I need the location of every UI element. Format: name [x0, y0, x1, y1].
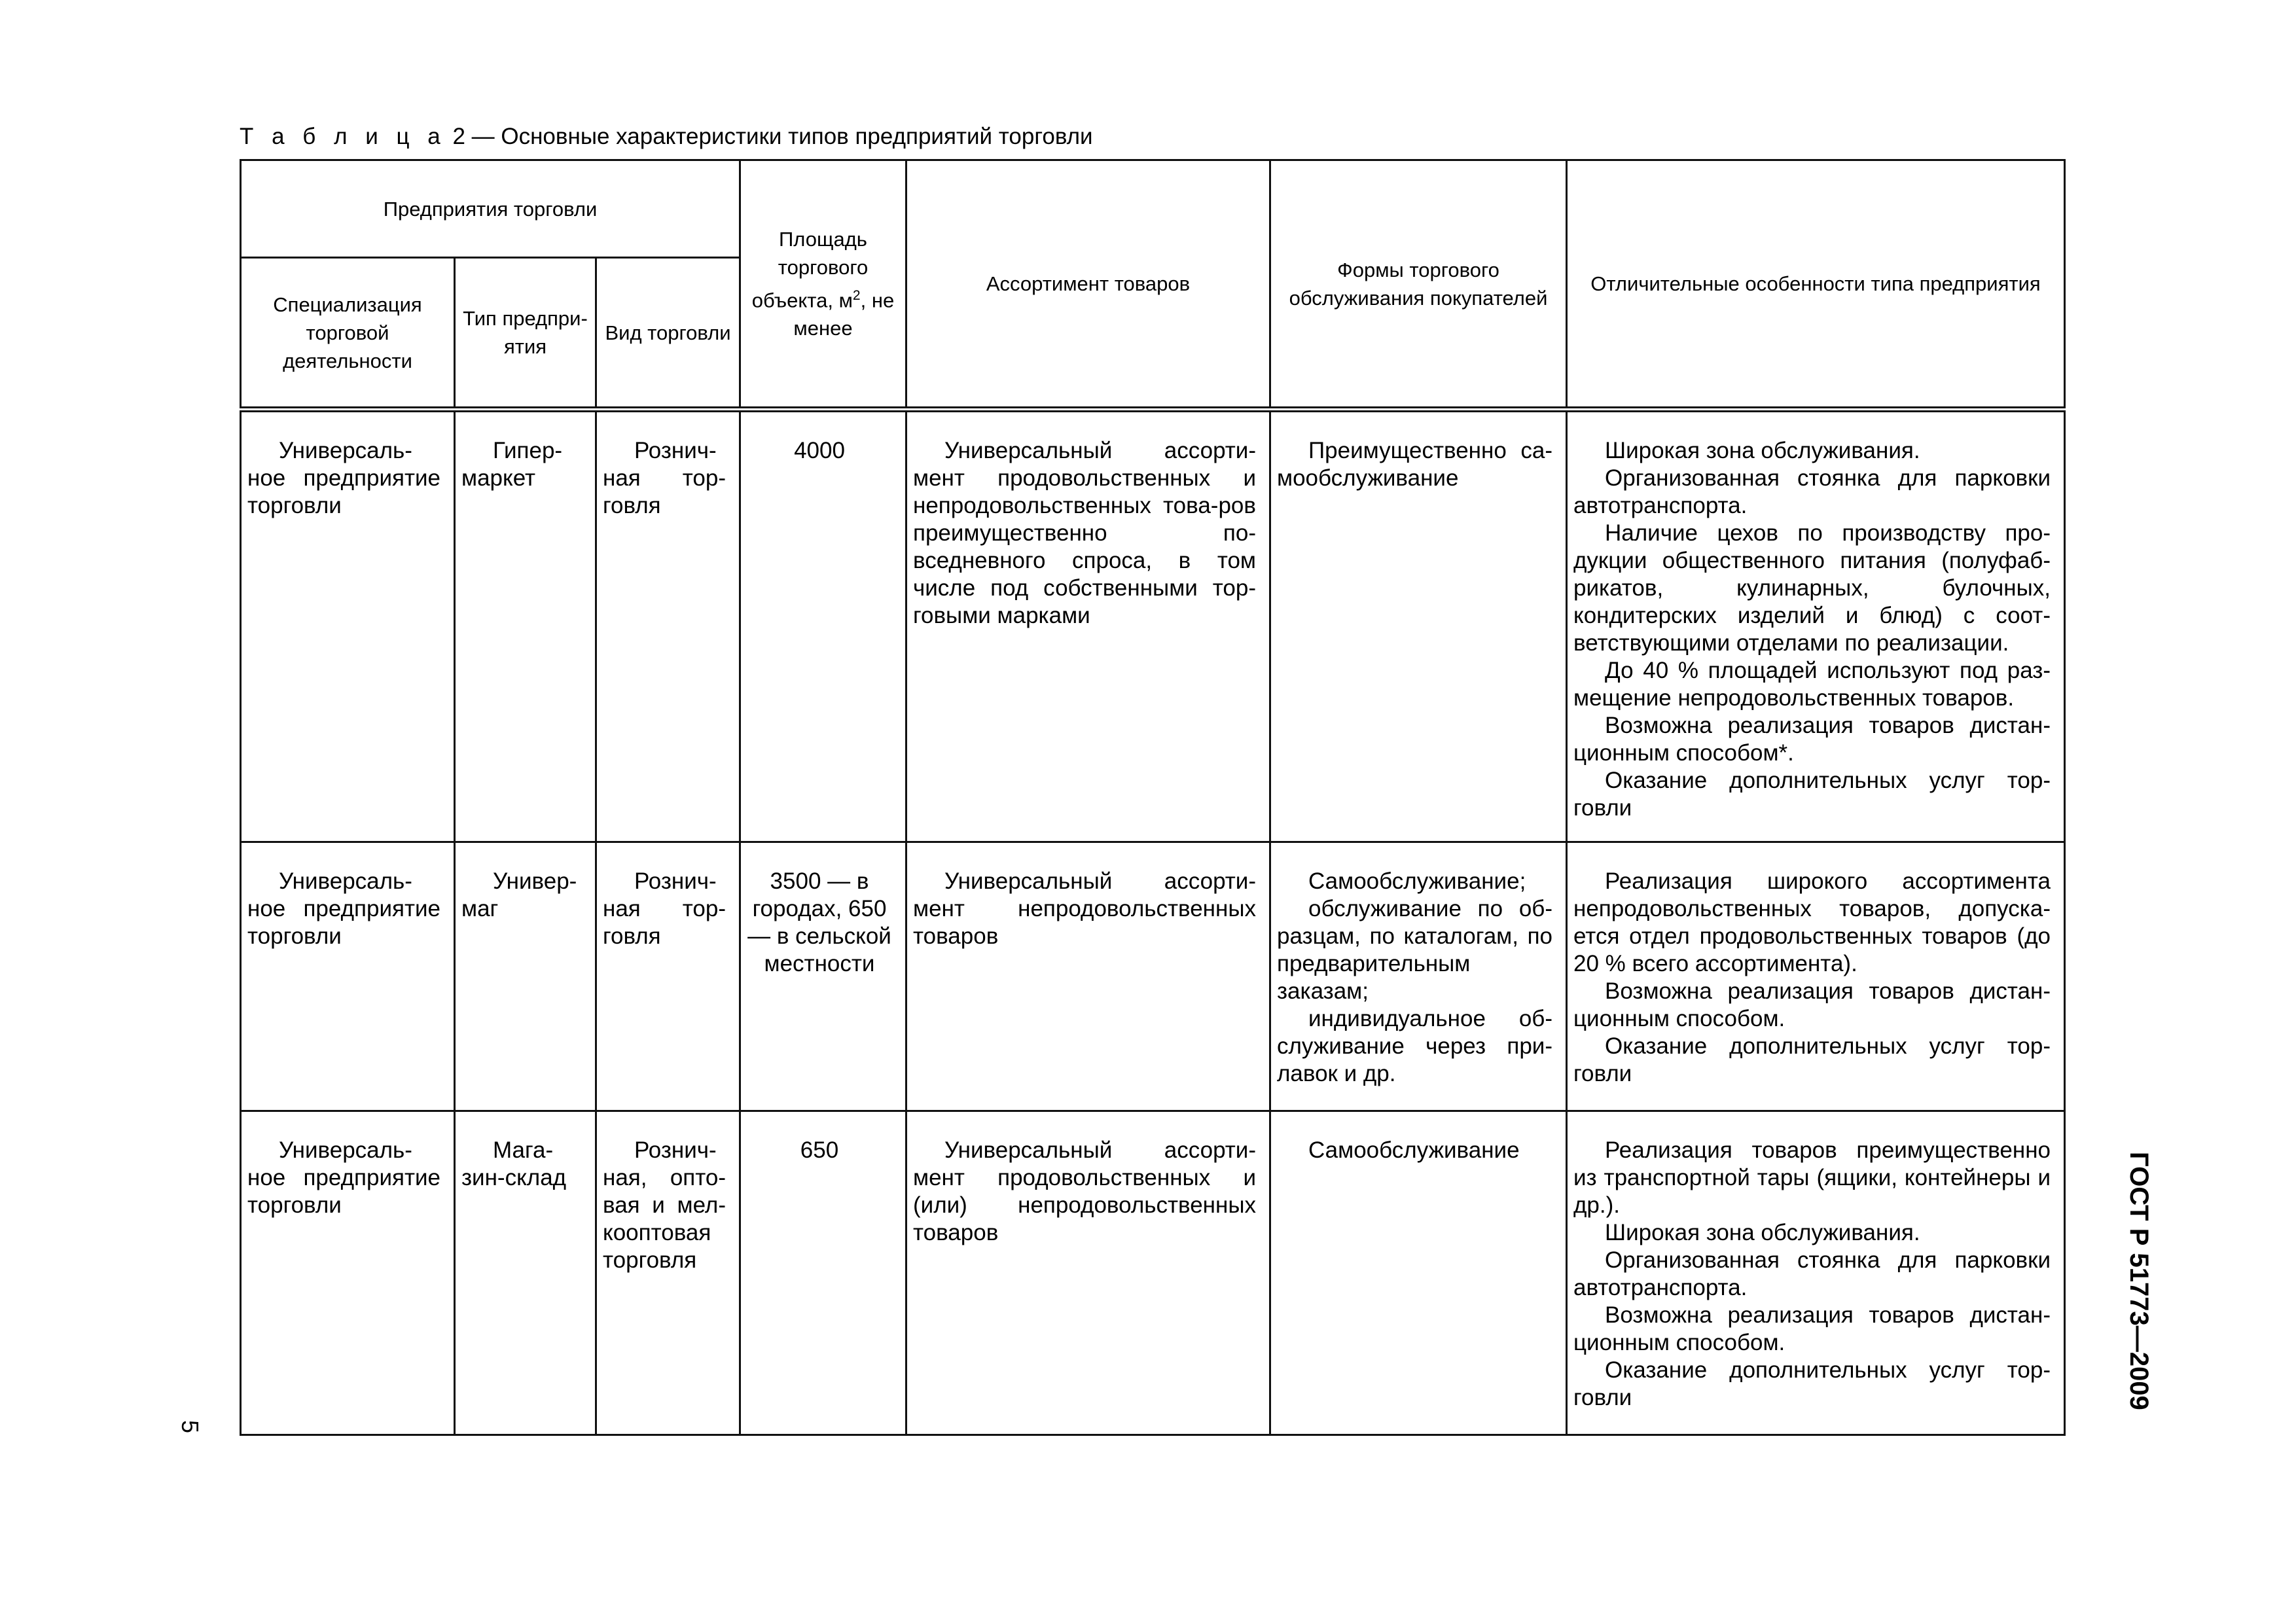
header-group: Предприятия торговли	[383, 197, 598, 221]
header-assortment: Ассортимент товаров	[986, 272, 1191, 295]
feature-item: Оказание дополнительных услуг тор-говли	[1573, 1033, 2051, 1086]
header-area	[741, 225, 905, 342]
row-features-cell	[1567, 842, 2065, 1111]
row-area-cell	[740, 410, 906, 842]
feature-item: Широкая зона обслуживания.	[1605, 438, 1920, 463]
row-features	[1568, 1112, 2064, 1427]
row-features-cell	[1567, 410, 2065, 842]
feature-item: Возможна реализация товаров дистан-ционным способом.	[1573, 978, 2051, 1031]
header-trade-kind-cell	[596, 258, 740, 410]
header-specialization-cell	[241, 258, 455, 410]
row-area: 4000	[794, 438, 845, 463]
header-specialization: Специализация торговой деятельности	[273, 293, 422, 372]
row-type-cell	[455, 842, 596, 1111]
row-specialization: Универсаль-ное предприятие торговли	[247, 868, 440, 949]
service-item: обслуживание по об-разцам, по каталогам, по предварительным заказам;	[1277, 896, 1552, 1004]
row-specialization-cell	[241, 410, 455, 842]
characteristics-table	[240, 159, 2066, 1436]
service-item: Самообслуживание	[1308, 1137, 1520, 1163]
row-type: Мага-зин-склад	[461, 1137, 567, 1190]
row-area: 650	[800, 1137, 839, 1163]
feature-item: Возможна реализация товаров дистан-ционным способом.	[1573, 1302, 2051, 1355]
row-type-cell	[455, 1111, 596, 1435]
row-trade-kind: Рознич-ная, опто-вая и мел-кооптовая торговля	[603, 1137, 726, 1273]
row-type-cell	[455, 410, 596, 842]
row-service	[1271, 843, 1566, 1103]
feature-item: Реализация широкого ассортимента непродовольственных товаров, допуска-ется отдел продовольственных товаров (до 20 % всего ассортимента).	[1573, 868, 2051, 976]
row-assortment-cell	[906, 842, 1270, 1111]
header-assortment-cell	[906, 160, 1270, 410]
row-specialization: Универсаль-ное предприятие торговли	[247, 438, 440, 518]
table-caption-text: 2 — Основные характеристики типов предприятий торговли	[452, 124, 1093, 149]
row-assortment-cell	[906, 1111, 1270, 1435]
feature-item: Наличие цехов по производству про-дукции общественного питания (полуфаб-рикатов, кулинарных, булочных, кондитерских изделий и блюд) с соот-ветствующими отделами по реализации.	[1573, 520, 2051, 656]
row-area: 3500 — в городах, 650 — в сельской местности	[747, 868, 891, 976]
row-assortment: Универсальный ассорти-мент непродовольственных товаров	[913, 868, 1256, 949]
header-area-sup: 2	[852, 287, 861, 303]
feature-item: Оказание дополнительных услуг тор-говли	[1573, 768, 2051, 821]
page-number: 5	[177, 1419, 204, 1434]
header-area-text: Площадь торгового объекта, м	[751, 227, 869, 312]
row-trade-kind-cell	[596, 842, 740, 1111]
service-item: индивидуальное об-служивание через при-лавок и др.	[1277, 1006, 1552, 1086]
row-specialization: Универсаль-ное предприятие торговли	[247, 1137, 440, 1218]
row-service-cell	[1270, 1111, 1567, 1435]
row-features-cell	[1567, 1111, 2065, 1435]
table-row	[241, 1111, 2065, 1435]
row-service-cell	[1270, 842, 1567, 1111]
row-service-cell	[1270, 410, 1567, 842]
feature-item: Организованная стоянка для парковки автотранспорта.	[1573, 1247, 2051, 1300]
row-type: Универ-маг	[461, 868, 577, 921]
service-item: Самообслуживание;	[1308, 868, 1526, 894]
row-service	[1271, 412, 1566, 508]
header-features-cell	[1567, 160, 2065, 410]
feature-item: Возможна реализация товаров дистан-ционным способом*.	[1573, 713, 2051, 766]
feature-item: Оказание дополнительных услуг тор-говли	[1573, 1357, 2051, 1410]
table-row	[241, 410, 2065, 842]
feature-item: Широкая зона обслуживания.	[1605, 1220, 1920, 1245]
row-service	[1271, 1112, 1566, 1180]
standard-designation: ГОСТ Р 51773—2009	[2125, 1152, 2153, 1410]
row-trade-kind-cell	[596, 1111, 740, 1435]
header-type-cell	[455, 258, 596, 410]
header-service: Формы торгового обслуживания покупателей	[1289, 258, 1548, 310]
row-trade-kind-cell	[596, 410, 740, 842]
header-area-cell	[740, 160, 906, 410]
header-features: Отличительные особенности типа предприятия	[1590, 272, 2041, 295]
row-trade-kind: Рознич-ная тор-говля	[603, 438, 726, 518]
row-area-cell	[740, 1111, 906, 1435]
row-trade-kind: Рознич-ная тор-говля	[603, 868, 726, 949]
table-row	[241, 842, 2065, 1111]
service-item: Преимущественно са-мообслуживание	[1277, 438, 1552, 491]
header-group-cell	[241, 160, 740, 258]
table-caption-label: Т а б л и ц а	[240, 124, 446, 149]
row-type: Гипер-маркет	[461, 438, 563, 491]
row-assortment-cell	[906, 410, 1270, 842]
table-caption	[240, 122, 1093, 152]
header-type: Тип предпри-ятия	[463, 307, 588, 358]
row-assortment: Универсальный ассорти-мент продовольственных и непродовольственных това-ров преимущественно по-вседневного спроса, в том числе под собственными тор-говыми марками	[913, 438, 1256, 628]
feature-item: До 40 % площадей используют под раз-мещение непродовольственных товаров.	[1573, 658, 2051, 711]
row-features	[1568, 412, 2064, 838]
row-specialization-cell	[241, 1111, 455, 1435]
row-area-cell	[740, 842, 906, 1111]
header-service-cell	[1270, 160, 1567, 410]
feature-item: Организованная стоянка для парковки автотранспорта.	[1573, 465, 2051, 518]
header-area-text-2: , не менее	[793, 289, 895, 340]
row-specialization-cell	[241, 842, 455, 1111]
header-row-top	[241, 160, 2065, 258]
row-assortment: Универсальный ассорти-мент продовольственных и (или) непродовольственных товаров	[913, 1137, 1256, 1245]
header-trade-kind: Вид торговли	[605, 321, 731, 344]
feature-item: Реализация товаров преимущественно из транспортной тары (ящики, контейнеры и др.).	[1573, 1137, 2051, 1218]
row-features	[1568, 843, 2064, 1103]
